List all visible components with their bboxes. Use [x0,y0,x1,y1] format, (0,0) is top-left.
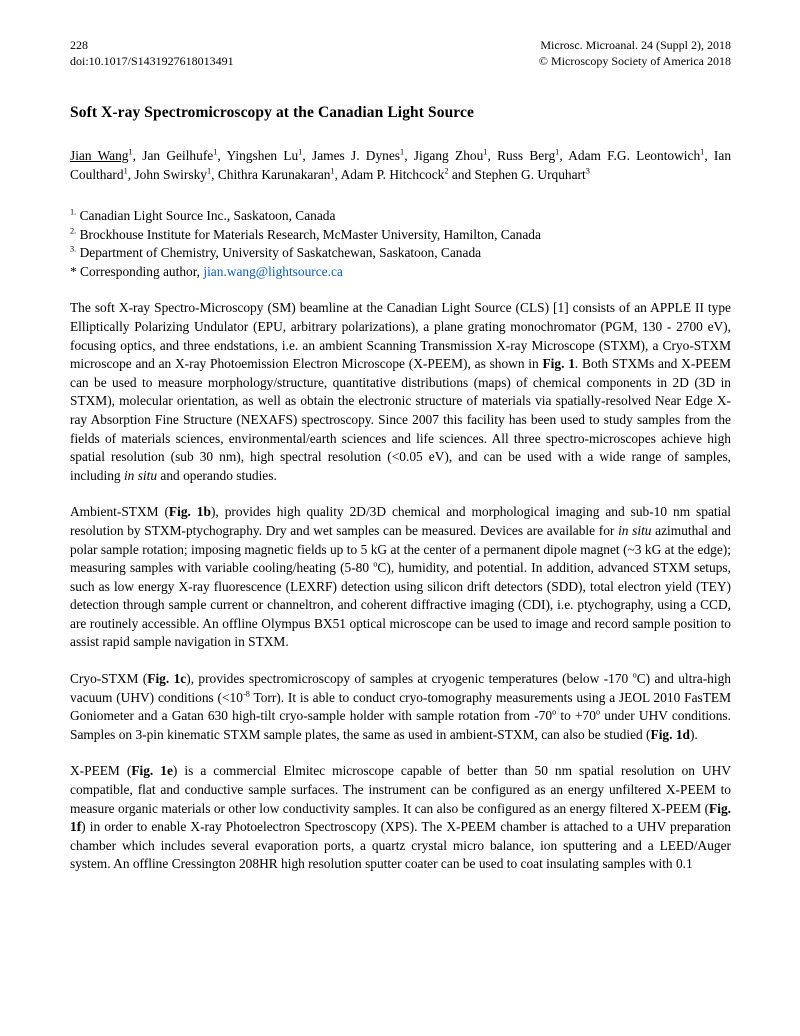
text-segment: and operando studies. [157,467,277,483]
text-segment: Fig. 1e [131,763,173,779]
paragraph-1 [70,299,731,485]
superscript: 1. [70,207,77,217]
text-segment: Fig. 1f [70,800,731,835]
text-segment: , Chithra Karunakaran [211,167,331,182]
superscript: 3 [585,166,590,176]
text-segment: Canadian Light Source Inc., Saskatoon, Canada [76,208,336,223]
superscript: 1 [330,166,335,176]
text-segment: , Jan Geilhufe [132,148,214,163]
text-segment: , Adam F.G. Leontowich [559,148,701,163]
text-segment: under UHV conditions. Samples on 3-pin kinematic STXM sample plates, the same as used in ambient-STXM, can also be studied ( [70,708,731,742]
text-segment: Fig. 1 [542,356,575,372]
superscript: 1 [298,147,303,157]
text-segment: Brockhouse Institute for Materials Research, McMaster University, Hamilton, Canada [76,226,541,242]
email-link[interactable]: jian.wang@lightsource.ca [203,263,343,279]
superscript: 3. [70,244,77,254]
superscript: o [595,707,601,717]
text-segment: X-PEEM ( [70,763,132,779]
text-segment: C), humidity, and potential. In addition, advanced STXM setups, such as low energy X-ray fluorescence (LEXRF) detection using silicon drift detectors (SDD), total electron yield (TEY) detection through sample current or channeltron, and coherent diffractive imaging (CDI), i.e. ptychography, using a CCD, are routinely accessible. An offline Olympus BX51 optical microscope can be used to image and record sample position to assist rapid sample navigation in STXM. [70,560,731,650]
text-segment: , Yingshen Lu [217,148,299,163]
text-segment: Fig. 1d [650,726,690,742]
text-segment: ), provides high quality 2D/3D chemical and morphological imaging and sub-10 nm spatial resolution by STXM-ptychography. Dry and wet samples can be measured. Devices are available for [70,504,731,538]
text-segment: Fig. 1c [147,671,187,687]
superscript: 1 [206,166,212,176]
text-segment: ). [689,726,698,742]
text-segment: to +70 [556,708,596,724]
page-header [70,38,731,69]
text-segment: in situ [618,522,652,538]
text-segment: , John Swirsky [127,167,207,182]
affiliation-3 [70,244,731,263]
header-left [70,38,234,69]
text-segment: , Ian Coulthard [70,148,732,182]
affiliation-2 [70,226,731,245]
affiliations-block [70,207,731,281]
text-segment: Fig. 1b [168,504,211,520]
header-right [539,38,731,69]
superscript: 1 [483,147,488,157]
text-segment: Jian Wang [70,148,129,163]
superscript: o [373,559,378,569]
superscript: o [552,707,557,717]
doi: doi:10.1017/S1431927618013491 [70,53,234,68]
superscript: 1 [700,147,705,157]
journal-reference: Microsc. Microanal. 24 (Suppl 2), 2018 [540,38,731,52]
paragraph-2 [70,503,731,652]
text-segment: in situ [123,467,158,483]
text-segment: , Adam P. Hitchcock [334,167,445,182]
superscript: 1 [555,147,560,157]
text-segment: azimuthal and polar sample rotation; imposing magnetic fields up to 5 kG at the center of a permanent dipole magnet (~3 kG at the edge); measuring samples with variable cooling/heating (5-80 [70,522,731,576]
corresponding-author-line [70,263,731,282]
text-segment: , James J. Dynes [302,148,401,163]
paragraph-4 [70,762,731,874]
affiliation-1 [70,207,731,226]
paper-title: Soft X-ray Spectromicroscopy at the Canadian Light Source [70,104,474,121]
superscript: 1 [123,166,128,176]
superscript: 2. [70,226,77,236]
superscript: 1 [400,147,405,157]
text-segment: The soft X-ray Spectro-Microscopy (SM) beamline at the Canadian Light Source (CLS) [1] consists of an APPLE II type Elliptically Polarizing Undulator (EPU, arbitrary polarizations), a plane grating monochromator (PGM, 130 - 2700 eV), focusing optics, and three endstations, i.e. an ambient Scanning Transmission X-ray Microscope (STXM), a Cryo-STXM microscope and an X-ray Photoemission Electron Microscope (X-PEEM), as shown in [70,300,731,372]
text-segment: Ambient-STXM ( [70,504,169,520]
text-segment: * Corresponding author, [70,263,204,279]
superscript: 1 [213,147,218,157]
text-segment: Cryo-STXM ( [70,671,148,687]
copyright-notice: © Microscopy Society of America 2018 [538,53,731,68]
page-number: 228 [70,38,88,52]
text-segment: ), provides spectromicroscopy of samples at cryogenic temperatures (below -170 [186,671,633,687]
text-segment: . Both STXMs and X-PEEM can be used to measure morphology/structure, quantitative distributions (maps) of chemical components in 2D (3D in STXM), molecular orientation, as well as obtain the electronic structure of materials via spatially-resolved Near Edge X-ray Absorption Fine Structure (NEXAFS) spectroscopy. Since 2007 this facility has been used to study samples from the fields of materials sciences, environmental/earth sciences and life sciences. All three spectro-microscopes achieve high spatial resolution (sub 30 nm), high spectral resolution (<0.05 eV), and can be used with a wide range of samples, including [70,356,731,483]
superscript: o [632,670,637,680]
text-segment: and Stephen G. Urquhart [448,167,586,182]
text-segment: ) is a commercial Elmitec microscope capable of better than 50 nm spatial resolution on UHV compatible, flat and conductive sample surfaces. The instrument can be configured as an energy unfiltered X-PEEM to measure organic materials or other low conductivity samples. It can also be configured as an energy filtered X-PEEM ( [70,763,731,816]
text-segment: Torr). It is able to conduct cryo-tomography measurements using a JEOL 2010 FasTEM Goniometer and a Gatan 630 high-tilt cryo-sample holder with sample rotation from -70 [70,689,731,724]
text-segment: C) and ultra-high vacuum (UHV) conditions (<10 [70,671,731,705]
text-segment: Department of Chemistry, University of Saskatchewan, Saskatoon, Canada [76,245,482,261]
paragraph-3 [70,670,731,744]
text-segment: ) in order to enable X-ray Photoelectron Spectroscopy (XPS). The X-PEEM chamber is attached to a UHV preparation chamber which includes several evaporation ports, a quartz crystal micro balance, ion sputtering and a LEED/Auger system. An offline Cressington 208HR high resolution sputter coater can be used to coat insulating samples with 0.1 [70,819,731,872]
text-segment: , Jigang Zhou [404,148,484,163]
superscript: 2 [444,166,449,176]
superscript: 1 [128,147,133,157]
text-segment: , Russ Berg [487,148,556,163]
author-list [70,146,731,184]
superscript: -8 [242,689,250,699]
